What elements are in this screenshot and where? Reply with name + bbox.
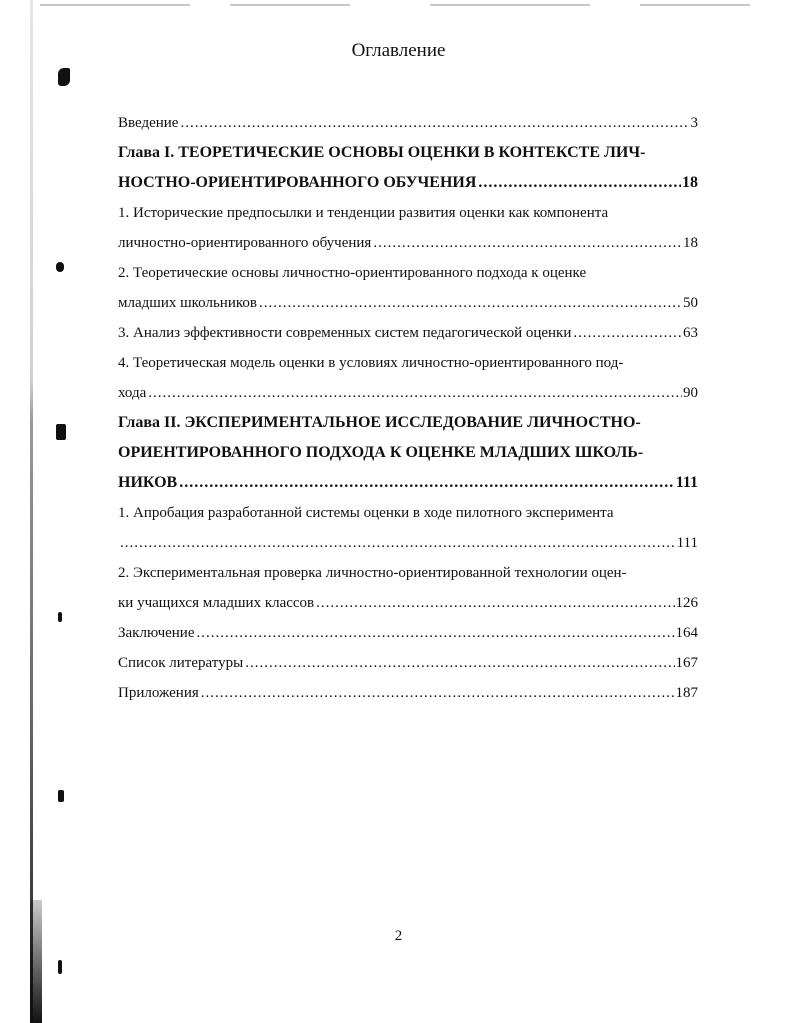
scan-speck	[58, 68, 70, 86]
toc-leader-dots	[148, 378, 682, 408]
toc-entry	[118, 168, 698, 198]
toc-entry	[118, 198, 698, 228]
toc-entry	[118, 648, 698, 678]
scan-edge-shadow	[30, 900, 42, 1023]
toc-entry-text: ОРИЕНТИРОВАННОГО ПОДХОДА К ОЦЕНКЕ МЛАДШИХ ШКОЛЬ-	[118, 444, 644, 461]
toc-entry-text: НОСТНО-ОРИЕНТИРОВАННОГО ОБУЧЕНИЯ	[118, 174, 477, 191]
scan-top-line	[40, 4, 190, 6]
toc-entry-text: 3. Анализ эффективности современных систем педагогической оценки	[118, 325, 572, 341]
scan-top-line	[430, 4, 590, 6]
toc-leader-dots	[316, 588, 674, 618]
table-of-contents	[118, 108, 698, 708]
toc-entry	[118, 528, 698, 558]
toc-entry-page: 63	[683, 325, 698, 341]
toc-entry	[118, 558, 698, 588]
toc-entry-text: Введение	[118, 115, 179, 131]
toc-entry	[118, 288, 698, 318]
toc-entry	[118, 498, 698, 528]
toc-entry	[118, 468, 698, 498]
toc-entry-page: 164	[675, 625, 698, 641]
toc-entry	[118, 348, 698, 378]
toc-entry-text: личностно-ориентированного обучения	[118, 235, 372, 251]
scan-top-line	[640, 4, 750, 6]
page-title: Оглавление	[351, 40, 446, 61]
toc-entry-text: НИКОВ	[118, 474, 178, 491]
toc-entry-text: 1. Апробация разработанной системы оценки в ходе пилотного эксперимента	[118, 505, 614, 521]
toc-entry-text: Глава I. ТЕОРЕТИЧЕСКИЕ ОСНОВЫ ОЦЕНКИ В КОНТЕКСТЕ ЛИЧ-	[118, 144, 646, 161]
toc-entry-text: 2. Экспериментальная проверка личностно-ориентированной технологии оцен-	[118, 565, 627, 581]
toc-leader-dots	[120, 528, 676, 558]
toc-entry-text: Приложения	[118, 685, 199, 701]
toc-entry-page: 111	[675, 474, 698, 491]
toc-entry-page: 111	[676, 535, 698, 551]
toc-entry-text: младших школьников	[118, 295, 257, 311]
scan-speck	[58, 960, 62, 974]
toc-entry	[118, 378, 698, 408]
toc-leader-dots	[259, 288, 682, 318]
toc-entry-text: 1. Исторические предпосылки и тенденции развития оценки как компонента	[118, 205, 609, 221]
toc-entry-text: ки учащихся младших классов	[118, 595, 315, 611]
scan-speck	[56, 424, 66, 440]
toc-entry	[118, 228, 698, 258]
toc-entry	[118, 318, 698, 348]
scan-top-line	[230, 4, 350, 6]
toc-leader-dots	[478, 168, 681, 198]
page-number: 2	[394, 928, 403, 944]
toc-leader-dots	[245, 648, 674, 678]
toc-leader-dots	[573, 318, 682, 348]
toc-entry	[118, 108, 698, 138]
toc-leader-dots	[179, 468, 675, 498]
scan-edge	[30, 0, 33, 1023]
scan-speck	[58, 790, 64, 802]
toc-entry-text: Список литературы	[118, 655, 244, 671]
toc-entry	[118, 678, 698, 708]
toc-entry	[118, 588, 698, 618]
toc-entry-page: 187	[675, 685, 698, 701]
toc-leader-dots	[373, 228, 682, 258]
toc-entry-text: 4. Теоретическая модель оценки в условиях личностно-ориентированного под-	[118, 355, 624, 371]
toc-leader-dots	[201, 678, 675, 708]
toc-entry	[118, 258, 698, 288]
toc-entry-page: 18	[683, 235, 698, 251]
toc-entry	[118, 438, 698, 468]
toc-entry-page: 90	[683, 385, 698, 401]
scan-speck	[58, 612, 62, 622]
toc-entry	[118, 408, 698, 438]
toc-leader-dots	[197, 618, 675, 648]
toc-entry	[118, 138, 698, 168]
toc-entry-page: 18	[682, 174, 698, 191]
toc-entry-page: 167	[675, 655, 698, 671]
toc-entry	[118, 618, 698, 648]
toc-entry-text: Глава II. ЭКСПЕРИМЕНТАЛЬНОЕ ИССЛЕДОВАНИЕ ЛИЧНОСТНО-	[118, 414, 641, 431]
toc-leader-dots	[180, 108, 689, 138]
toc-entry-text: 2. Теоретические основы личностно-ориентированного подхода к оценке	[118, 265, 587, 281]
toc-entry-text: хода	[118, 385, 147, 401]
toc-entry-text: Заключение	[118, 625, 195, 641]
scan-speck	[56, 262, 64, 272]
toc-entry-page: 126	[675, 595, 698, 611]
toc-entry-page: 3	[690, 115, 698, 131]
toc-entry-page: 50	[683, 295, 698, 311]
